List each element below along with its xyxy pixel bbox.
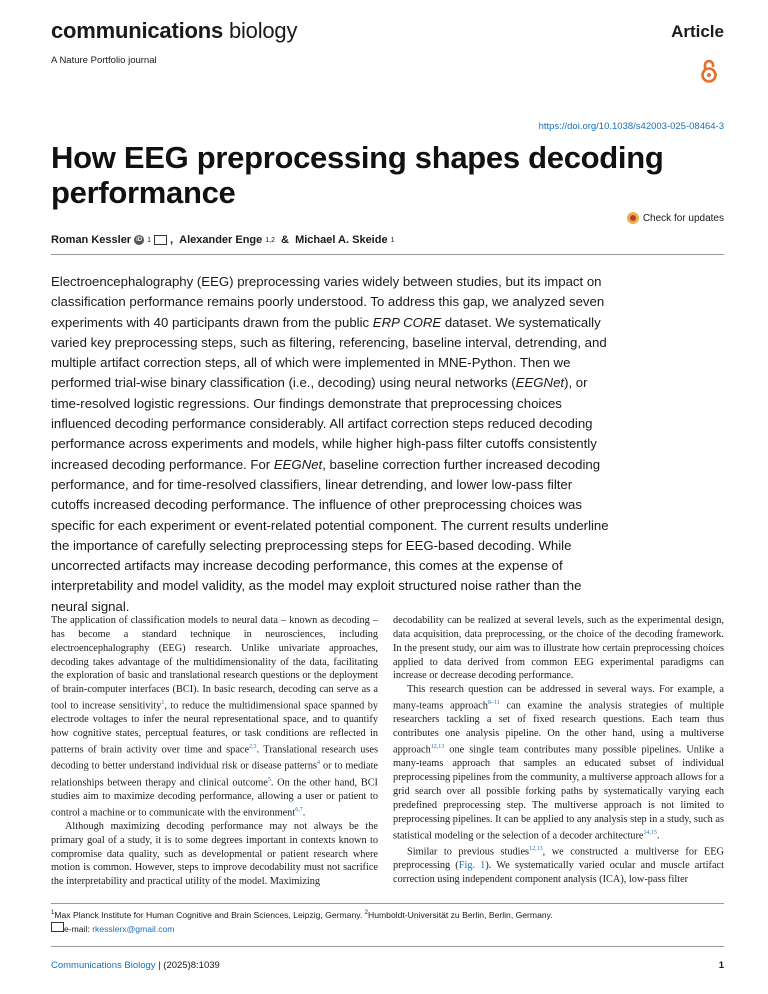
body-paragraph <box>393 843 724 887</box>
body-text: can examine the analysis strategies of multiple researchers tackling a set of fixed research questions. Each team thus contributes one analysis pipeline. On the other hand, using a multiverse approach <box>393 700 724 756</box>
citation-ref[interactable]: 6,7 <box>295 806 303 813</box>
citation-ref[interactable]: 5 <box>267 776 271 783</box>
orcid-icon[interactable]: iD <box>136 237 143 243</box>
body-paragraph <box>393 683 724 843</box>
journal-name <box>51 18 297 44</box>
body-column-left <box>51 614 378 889</box>
check-updates-button[interactable] <box>627 212 724 224</box>
journal-name-light: biology <box>228 18 298 43</box>
abstract-italic: ERP CORE <box>372 314 442 330</box>
body-column-right <box>393 614 724 887</box>
author-list <box>51 234 395 246</box>
author-affil-sup: 1 <box>390 236 395 244</box>
citation-ref[interactable]: 8–11 <box>487 700 500 707</box>
affil-text: Humboldt-Universität zu Berlin, Berlin, Germany. <box>368 909 553 920</box>
footer-citation <box>51 960 220 971</box>
abstract-italic: EEGNet <box>515 375 565 391</box>
abstract-italic: EEGNet <box>273 456 323 472</box>
abstract-text: , baseline correction further increased decoding performance, and for time-resolved classifiers, linear detrending, and lower low-pass filter cutoffs increased decoding performance. The influence of other preprocessing choices was specific for each experiment or event-related potential component. The current results underline the importance of carefully selecting preprocessing steps for EEG-based decoding. While uncorrected artifacts may increase decoding performance, this comes at the expense of interpretability and model validity, as the model may exploit structured noise rather than the neural signal. <box>51 456 609 614</box>
author-name[interactable]: Michael A. Skeide <box>295 234 388 246</box>
divider <box>51 254 724 255</box>
citation-ref[interactable]: 1 <box>161 700 165 707</box>
affiliation-line <box>51 907 553 922</box>
body-text: The application of classification models to neural data – known as decoding – has become a standard technique in neurosciences, including electroencephalography (EEG) research. Unlike univariate approaches, decoding takes advantage of the multidimensionality of the data, facilitating the exploration of basic and translational research questions or the deployment of brain-computer interfaces (BCI). In basic research, decoding can serve as a tool to increase sensitivity <box>51 615 378 712</box>
body-text: . Translational research uses decoding to better understand individual risk or disease patterns <box>51 744 378 772</box>
abstract-text: Electroencephalography (EEG) preprocessing varies widely between studies, but its impact on classification performance remains poorly understood. To address this gap, we analyzed seven experiments with 40 participants drawn from the public <box>51 274 605 330</box>
body-text: . <box>656 829 660 841</box>
body-paragraph: decodability can be realized at several levels, such as the experimental design, data acquisition, data preprocessing, or the choice of the decoding framework. In the present study, our aim was to illustrate how certain preprocessing choices applied to data derived from common EEG experimental paradigms can increase or decrease decoding performance. <box>393 615 724 682</box>
footer-journal-link[interactable]: Communications Biology <box>51 960 156 971</box>
abstract-text: ), or time-resolved logistic regressions. Our findings demonstrate that preprocessing choices influenced decoding performance considerably. All artifact correction steps reduced decoding performance across experiments and models, while higher high-pass filter cutoffs consistently increased decoding performance. For <box>51 375 597 472</box>
affil-sup: 1 <box>51 910 55 916</box>
check-updates-icon <box>627 212 639 224</box>
citation-ref[interactable]: 12,13 <box>529 845 543 852</box>
body-paragraph: Although maximizing decoding performance may not always be the primary goal of a study, it is to some degrees important in contexts known to compromise data quality, such as developmental or patient research where motion is common. However, steps to improve decodability must not sacrifice the interpretability and practical utility of the model. Maximizing <box>51 820 378 888</box>
affil-sup: 2 <box>364 910 369 916</box>
mail-icon[interactable] <box>154 235 167 245</box>
body-text: Similar to previous studies <box>407 846 530 858</box>
email-line <box>51 922 553 936</box>
article-type: Article <box>671 22 724 41</box>
author-affil-sup: 1 <box>147 236 151 244</box>
divider <box>51 903 724 904</box>
affiliations <box>51 907 553 936</box>
body-text: one single team contributes many possible pipelines. Unlike a many-teams approach that samples an educated subset of individual preprocessing pipelines from the community, a multiverse approach allows for a grid search over all possible forking paths by systematically varying each predefined preprocessing step. The multiverse approach is not limited to preprocessing pipelines. It can be applied to any analysis step in a study, such as statistical modeling or the selection of a decoder architecture <box>393 744 724 841</box>
mail-icon <box>51 922 64 932</box>
author-separator: & <box>278 234 293 246</box>
page-number: 1 <box>718 960 724 971</box>
figure-link[interactable]: Fig. 1 <box>458 860 486 872</box>
footer-citation-text: | (2025)8:1039 <box>155 960 220 971</box>
citation-ref[interactable]: 4 <box>317 760 320 767</box>
abstract-text: dataset. We systematically varied key preprocessing steps, such as filtering, referencing, baseline interval, detrending, and multiple artifact correction steps, all of which were implemented in MNE-Python. Then we performed trial-wise binary classification (i.e., decoding) using neural networks ( <box>51 314 607 391</box>
body-paragraph <box>51 614 378 820</box>
divider <box>51 946 724 947</box>
citation-ref[interactable]: 14,15 <box>643 829 657 836</box>
body-text: ). We systematically varied ocular and muscle artifact correction using independent component analysis (ICA), low-pass filter <box>393 860 724 885</box>
citation-ref[interactable]: 2,3 <box>249 744 257 751</box>
body-text: or to mediate relationships between therapy and clinical outcome <box>51 760 378 788</box>
author-name[interactable]: Alexander Enge <box>179 234 263 246</box>
journal-name-bold: communications <box>51 18 224 43</box>
body-text: This research question can be addressed in several ways. For example, a many-teams approach <box>393 684 724 712</box>
author-separator: , <box>170 234 177 246</box>
body-text: , we constructed a multiverse for EEG preprocessing ( <box>393 846 724 872</box>
email-label: e-mail: <box>64 923 93 934</box>
doi-link[interactable]: https://doi.org/10.1038/s42003-025-08464-3 <box>538 121 724 132</box>
body-text: . On the other hand, BCI studies aim to maximize decoding performance, allowing a user or patient to control a machine or to communicate with the environment <box>51 776 378 819</box>
body-text: , to reduce the multidimensional space spanned by electrode voltages to infer the neural representational space, and to quantify how cognitive states, perceptual features, or task conditions are reflected in patterns of brain activity over time and space <box>51 700 378 756</box>
affil-text: Max Planck Institute for Human Cognitive and Brain Sciences, Leipzig, Germany. <box>54 909 365 920</box>
body-text: . <box>302 807 306 819</box>
author-name[interactable]: Roman Kessler <box>51 234 132 246</box>
email-link[interactable]: rkesslerx@gmail.com <box>92 923 175 934</box>
check-updates-label: Check for updates <box>642 212 724 224</box>
author-affil-sup: 1,2 <box>265 236 275 244</box>
article-title: How EEG preprocessing shapes decoding performance <box>51 140 664 210</box>
open-access-icon <box>700 58 718 84</box>
portfolio-label: A Nature Portfolio journal <box>51 55 157 66</box>
abstract <box>51 272 611 617</box>
citation-ref[interactable]: 12,13 <box>430 744 445 751</box>
